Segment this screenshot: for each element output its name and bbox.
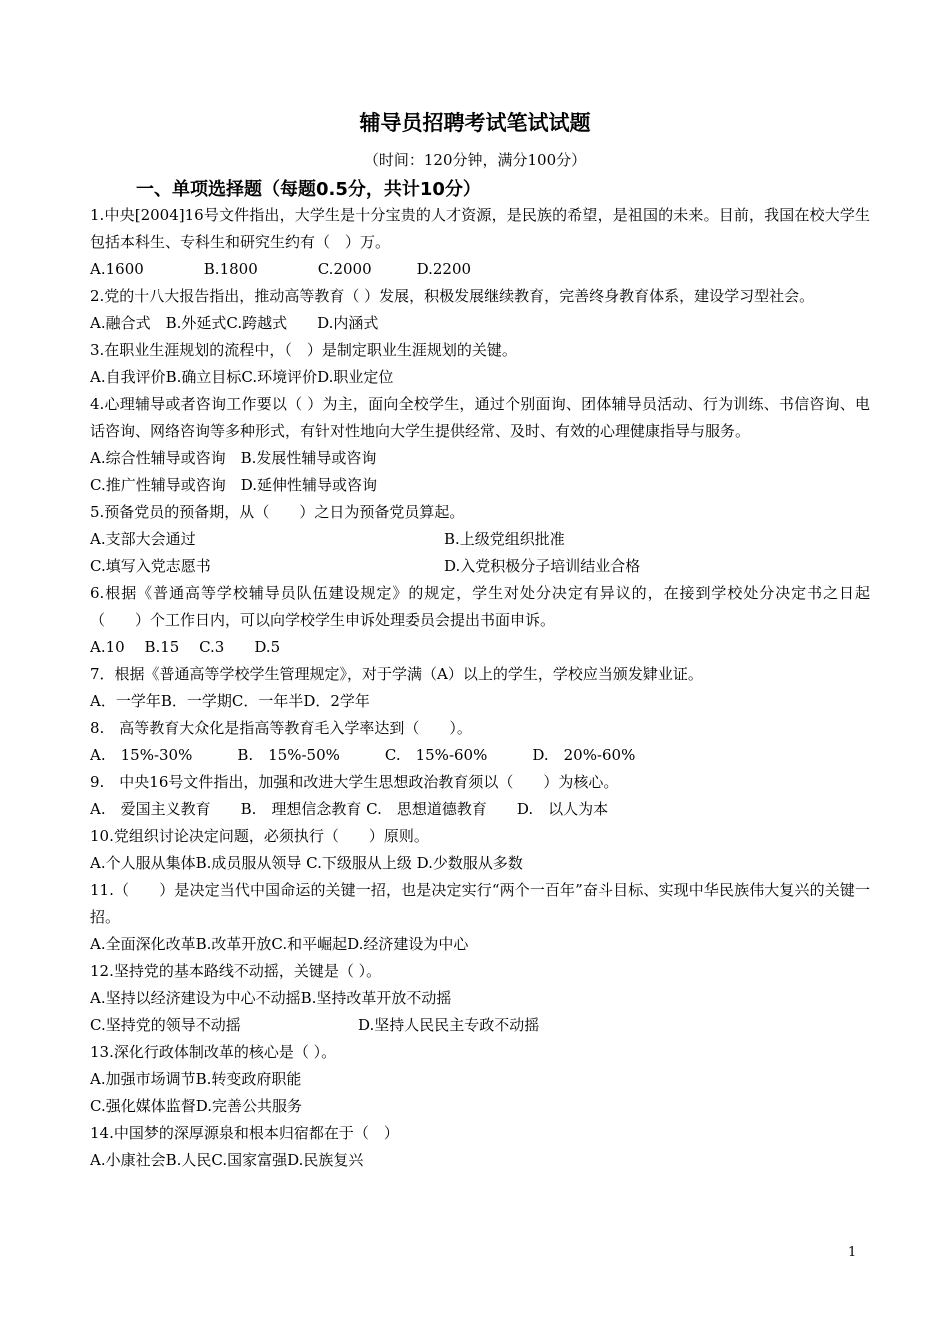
question-6: 6.根据《普通高等学校辅导员队伍建设规定》的规定，学生对处分决定有异议的，在接到学校处分决定书之日起（ ）个工作日内，可以向学校学生申诉处理委员会提出书面申诉。 xyxy=(90,584,870,629)
exam-time-note: （时间：120分钟，满分100分） xyxy=(363,151,587,169)
question-1-options: A.1600 B.1800 C.2000 D.2200 xyxy=(90,260,472,278)
question-1: 1.中央[2004]16号文件指出，大学生是十分宝贵的人才资源，是民族的希望，是祖国的未来。目前，我国在校大学生包括本科生、专科生和研究生约有（ ）万。 xyxy=(90,206,870,251)
page-title: 辅导员招聘考试笔试试题 xyxy=(359,111,591,135)
question-3: 3.在职业生涯规划的流程中，（ ）是制定职业生涯规划的关键。 xyxy=(90,341,517,359)
option-b: B.上级党组织批准 xyxy=(444,530,565,548)
question-13-options-ab: A.加强市场调节B.转变政府职能 xyxy=(90,1070,302,1088)
question-2: 2.党的十八大报告指出，推动高等教育（ ）发展，积极发展继续教育，完善终身教育体系，建设学习型社会。 xyxy=(90,287,815,305)
question-list xyxy=(90,202,870,1174)
question-9: 9. 中央16号文件指出，加强和改进大学生思想政治教育须以（ ）为核心。 xyxy=(90,773,619,791)
section-heading: 一、单项选择题（每题0.5分，共计10分） xyxy=(136,179,481,200)
question-8-options: A. 15%-30% B. 15%-50% C. 15%-60% D. 20%-60% xyxy=(90,746,636,764)
question-4-options-cd: C.推广性辅导或咨询 D.延伸性辅导或咨询 xyxy=(90,476,377,494)
question-12-options-cd xyxy=(90,1012,870,1039)
option-d: D.坚持人民民主专政不动摇 xyxy=(358,1016,540,1034)
question-7: 7．根据《普通高等学校学生管理规定》，对于学满（A）以上的学生，学校应当颁发肄业证。 xyxy=(90,665,703,683)
option-c: C.填写入党志愿书 xyxy=(90,557,211,575)
question-6-options: A.10 B.15 C.3 D.5 xyxy=(90,638,281,656)
question-2-options: A.融合式 B.外延式C.跨越式 D.内涵式 xyxy=(90,314,379,332)
question-10-options: A.个人服从集体B.成员服从领导 C.下级服从上级 D.少数服从多数 xyxy=(90,854,523,872)
page-number: 1 xyxy=(848,1245,857,1260)
question-10: 10.党组织讨论决定问题，必须执行（ ）原则。 xyxy=(90,827,429,845)
question-13-options-cd: C.强化媒体监督D.完善公共服务 xyxy=(90,1097,302,1115)
question-13: 13.深化行政体制改革的核心是（ ）。 xyxy=(90,1043,337,1061)
question-4: 4.心理辅导或者咨询工作要以（ ）为主，面向全校学生，通过个别面询、团体辅导员活动、行为训练、书信咨询、电话咨询、网络咨询等多种形式，有针对性地向大学生提供经常、及时、有效的心理健康指导与服务。 xyxy=(90,395,870,440)
question-11-options: A.全面深化改革B.改革开放C.和平崛起D.经济建设为中心 xyxy=(90,935,469,953)
option-a: A.支部大会通过 xyxy=(90,530,196,548)
question-4-options-ab: A.综合性辅导或咨询 B.发展性辅导或咨询 xyxy=(90,449,377,467)
option-d: D.入党积极分子培训结业合格 xyxy=(444,557,641,575)
question-3-options: A.自我评价B.确立目标C.环境评价D.职业定位 xyxy=(90,368,394,386)
question-5: 5.预备党员的预备期，从（ ）之日为预备党员算起。 xyxy=(90,503,465,521)
question-8: 8. 高等教育大众化是指高等教育毛入学率达到（ ）。 xyxy=(90,719,472,737)
question-9-options: A. 爱国主义教育 B. 理想信念教育 C. 思想道德教育 D. 以人为本 xyxy=(90,800,609,818)
question-12: 12.坚持党的基本路线不动摇，关键是（ ）。 xyxy=(90,962,382,980)
option-c: C.坚持党的领导不动摇 xyxy=(90,1016,241,1034)
question-12-options-ab: A.坚持以经济建设为中心不动摇B.坚持改革开放不动摇 xyxy=(90,989,452,1007)
question-5-options-ab xyxy=(90,526,870,553)
question-7-options: A．一学年B．一学期C．一年半D．2学年 xyxy=(90,692,370,710)
question-11: 11.（ ）是决定当代中国命运的关键一招，也是决定实行“两个一百年”奋斗目标、实现中华民族伟大复兴的关键一招。 xyxy=(90,881,870,926)
question-5-options-cd xyxy=(90,553,870,580)
question-14-options: A.小康社会B.人民C.国家富强D.民族复兴 xyxy=(90,1151,364,1169)
question-14: 14.中国梦的深厚源泉和根本归宿都在于（ ） xyxy=(90,1124,399,1142)
